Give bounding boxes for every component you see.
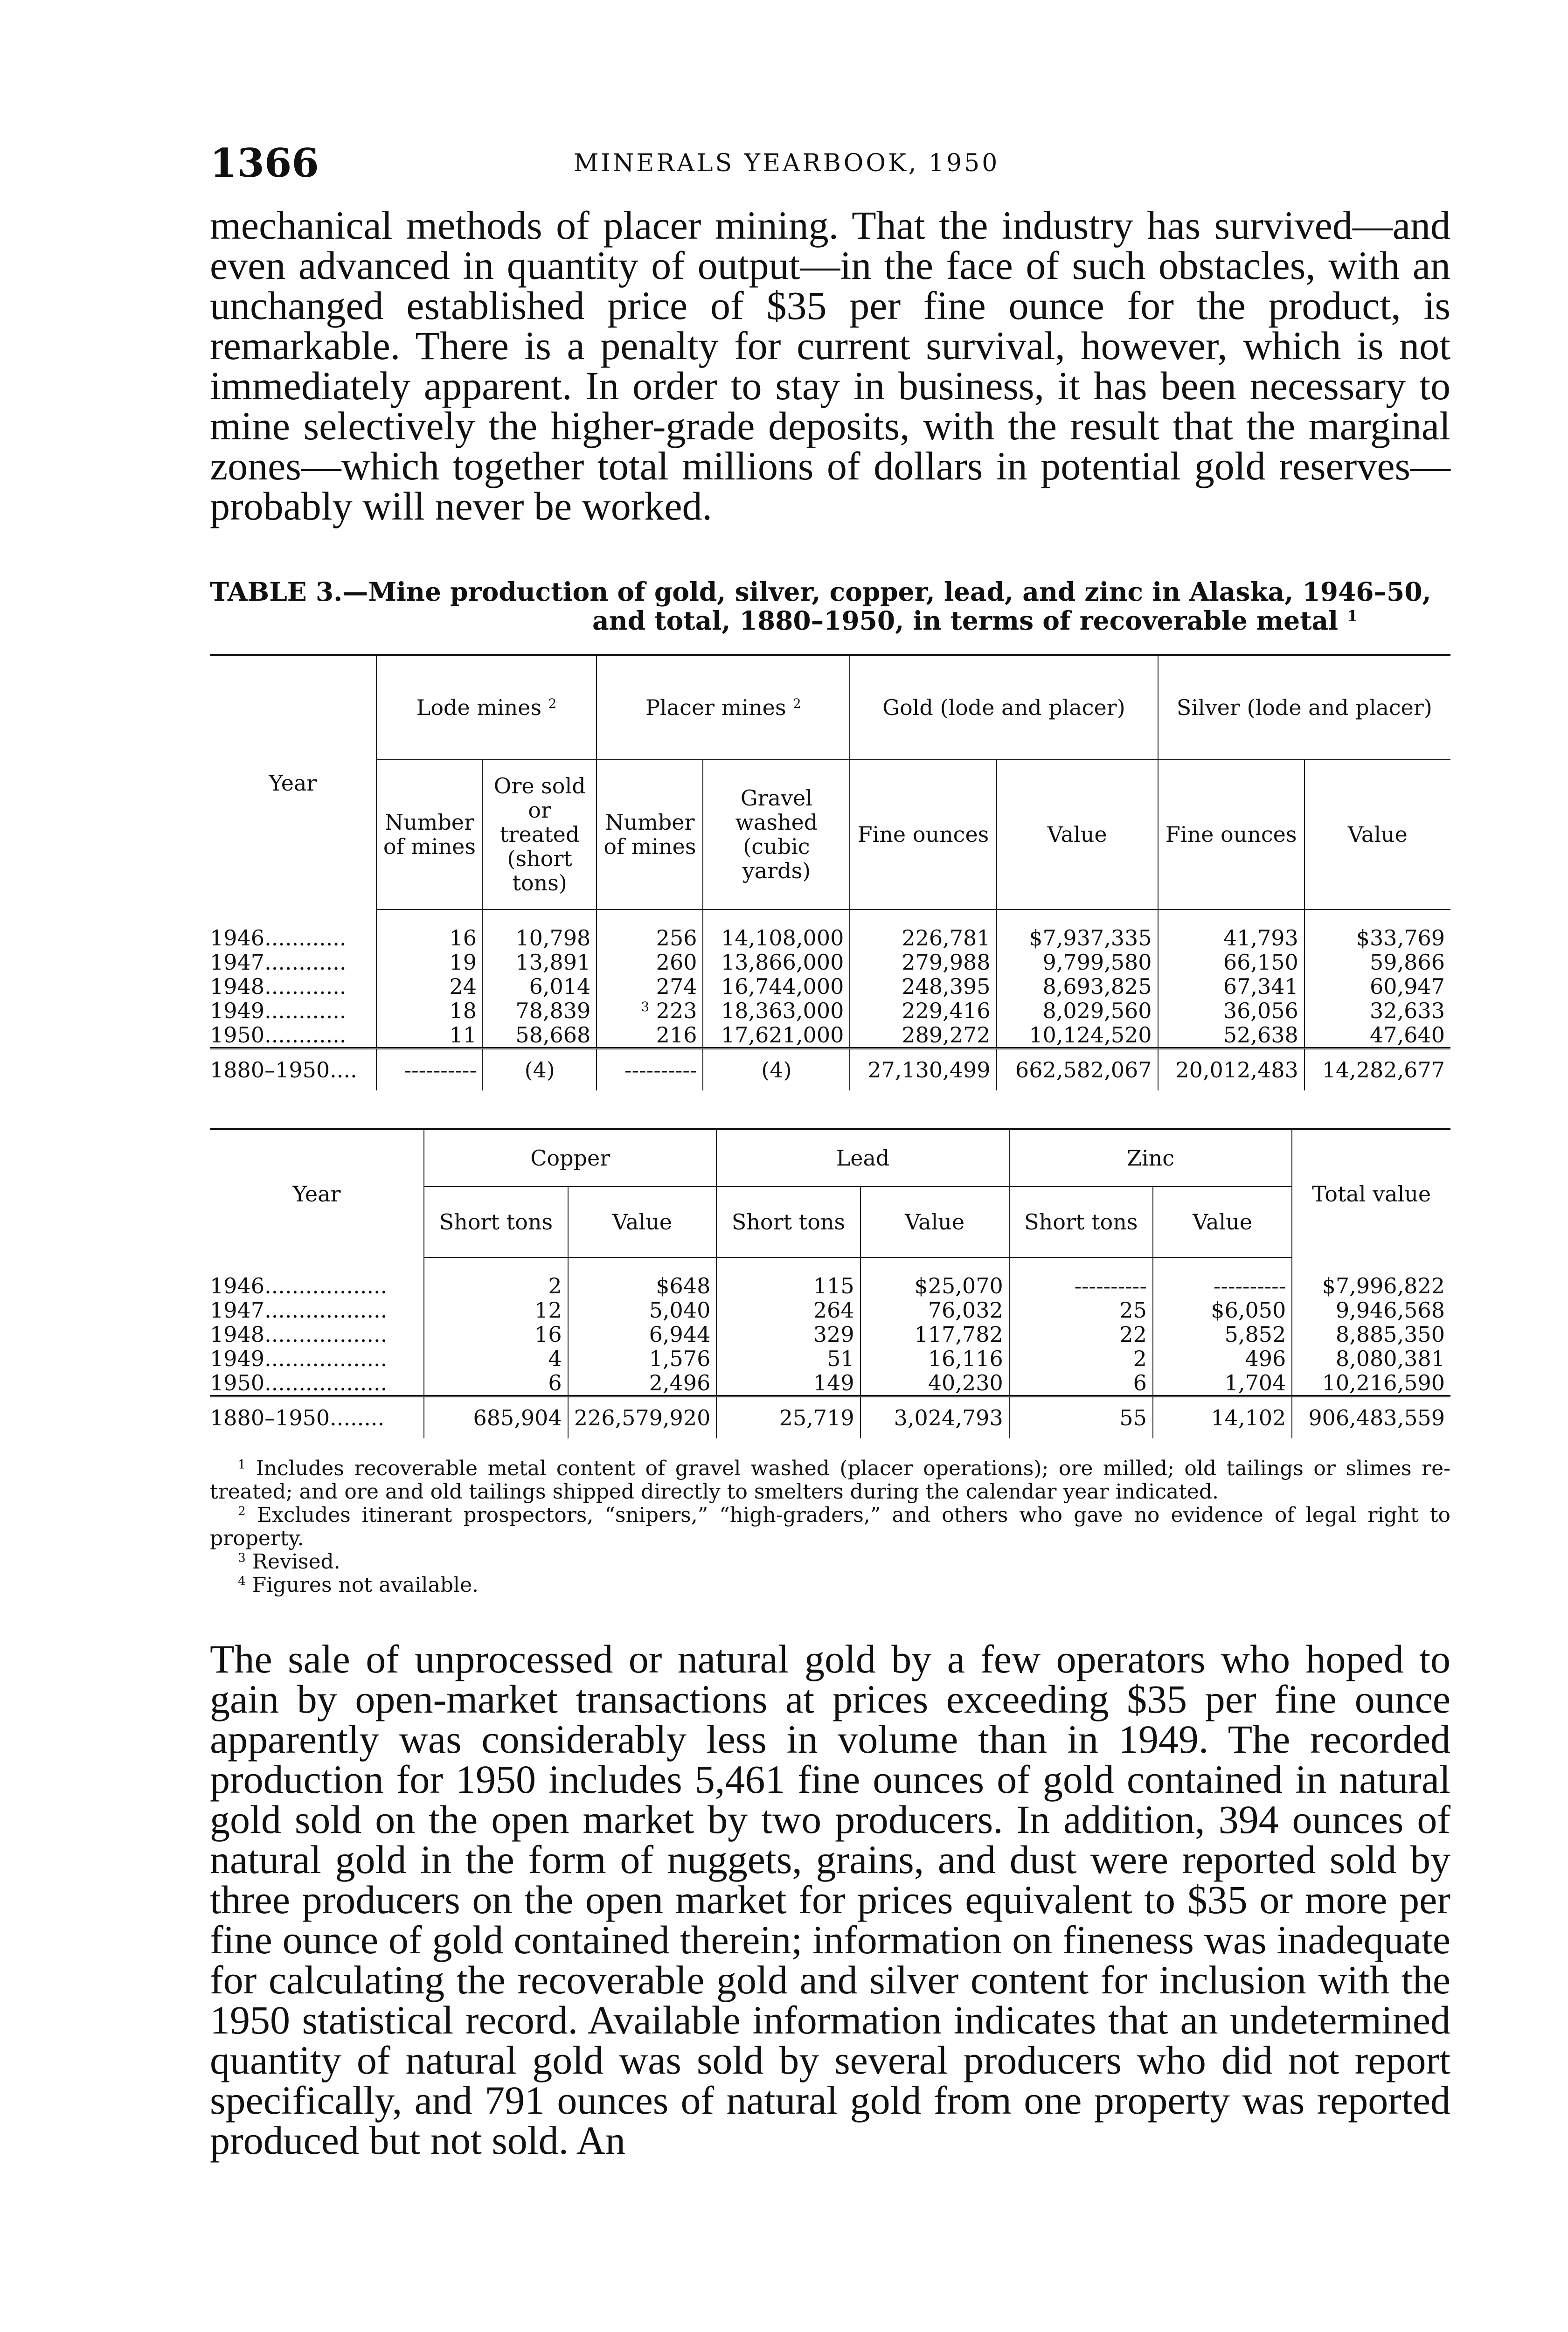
cell-copper-value: 5,040 <box>568 1298 717 1322</box>
col-group-lode: Lode mines $^2$ <box>376 655 597 760</box>
cell-silver-value: 32,633 <box>1304 999 1450 1023</box>
total-gold-value: 662,582,067 <box>997 1048 1158 1091</box>
page-number: 1366 <box>210 140 319 186</box>
col-group-gold: Gold (lode and placer) <box>850 655 1158 760</box>
table-row <box>210 974 1450 999</box>
col-zinc-value: Value <box>1153 1187 1292 1257</box>
cell-zinc-tons: 25 <box>1009 1298 1153 1322</box>
total-copper-value: 226,579,920 <box>568 1396 717 1439</box>
cell-silver-oz: 52,638 <box>1158 1023 1304 1048</box>
cell-gold-oz: 229,416 <box>850 999 996 1023</box>
col-lode-ore: Ore sold or treated (short tons) <box>483 759 597 909</box>
total-total-value: 906,483,559 <box>1292 1396 1450 1439</box>
col-group-zinc: Zinc <box>1009 1129 1292 1187</box>
col-group-silver: Silver (lode and placer) <box>1158 655 1450 760</box>
table-gold-silver <box>210 654 1450 1090</box>
cell-copper-value: 2,496 <box>568 1371 717 1396</box>
paragraph-2: The sale of unprocessed or natural gold by a few operators who hoped to gain by open-market transactions at prices exceeding $35 per fine ounce apparently was considerably less in volume than in 1949. The recorded production for 1950 includes 5,461 fine ounces of gold contained in natural gold sold on the open market by two producers. In addition, 394 ounces of natural gold in the form of nuggets, grains, and dust were reported sold by three producers on the open market for prices equivalent to $35 or more per fine ounce of gold contained therein; information on fineness was inadequate for calculating the recoverable gold and silver content for inclusion with the 1950 statistical record. Available information indicates that an undetermined quantity of natural gold was sold by several producers who did not report specifically, and 791 ounces of natural gold from one property was reported produced but not sold. An <box>210 1637 1450 2163</box>
cell-placer-mines: 260 <box>597 950 703 974</box>
cell-silver-oz: 36,056 <box>1158 999 1304 1023</box>
total-silver-value: 14,282,677 <box>1304 1048 1450 1091</box>
running-title: MINERALS YEARBOOK, 1950 <box>574 149 1000 177</box>
cell-ore: 10,798 <box>483 926 597 950</box>
col-lead-tons: Short tons <box>716 1187 860 1257</box>
cell-total-value: 9,946,568 <box>1292 1298 1450 1322</box>
row-year: 1946............ <box>210 925 347 951</box>
row-year: 1948.................. <box>210 1322 388 1347</box>
total-zinc-value: 14,102 <box>1153 1396 1292 1439</box>
col-year-2: Year <box>210 1129 424 1258</box>
row-year: 1946.................. <box>210 1273 388 1298</box>
total-ore: (4) <box>483 1048 597 1091</box>
row-year: 1950............ <box>210 1023 376 1048</box>
cell-total-value: 8,080,381 <box>1292 1346 1450 1371</box>
table-row <box>210 1023 1450 1048</box>
cell-gold-value: 10,124,520 <box>997 1023 1158 1048</box>
cell-silver-value: 59,866 <box>1304 950 1450 974</box>
cell-gravel: 16,744,000 <box>703 974 850 999</box>
cell-lead-tons: 51 <box>716 1346 860 1371</box>
cell-gold-value: 8,693,825 <box>997 974 1158 999</box>
total-year: 1880–1950........ <box>210 1396 424 1439</box>
col-placer-gravel: Gravel washed (cubic yards) <box>703 759 850 909</box>
col-silver-fine: Fine ounces <box>1158 759 1304 909</box>
cell-zinc-value: ---------- <box>1153 1274 1292 1298</box>
paragraph-1: mechanical methods of placer mining. That the industry has survived—and even advanced in quantity of output—in the face of such obstacles, with an unchanged established price of $35 per fine ounce for the product, is remarkable. There is a penalty for current survival, however, which is not immediately apparent. In order to stay in business, it has been necessary to mine selectively the higher-grade deposits, with the result that the marginal zones—which together total millions of dollars in potential gold reserves—probably will never be worked. <box>210 203 1450 528</box>
col-copper-value: Value <box>568 1187 717 1257</box>
col-placer-number: Number of mines <box>597 759 703 909</box>
col-group-placer: Placer mines $^2$ <box>597 655 850 760</box>
cell-gravel: 13,866,000 <box>703 950 850 974</box>
cell-lode-mines: 18 <box>376 999 483 1023</box>
total-lead-tons: 25,719 <box>716 1396 860 1439</box>
cell-total-value: 8,885,350 <box>1292 1322 1450 1346</box>
col-group-copper: Copper <box>424 1129 716 1187</box>
col-zinc-tons: Short tons <box>1009 1187 1153 1257</box>
col-lode-number: Number of mines <box>376 759 483 909</box>
cell-ore: 6,014 <box>483 974 597 999</box>
table-caption <box>210 577 1450 635</box>
col-group-lead: Lead <box>716 1129 1009 1187</box>
total-placer-mines: ---------- <box>597 1048 703 1091</box>
table-row <box>210 1274 1450 1298</box>
cell-silver-value: 60,947 <box>1304 974 1450 999</box>
cell-zinc-value: 496 <box>1153 1346 1292 1371</box>
cell-gold-oz: 279,988 <box>850 950 996 974</box>
cell-lode-mines: 16 <box>376 926 483 950</box>
total-gravel: (4) <box>703 1048 850 1091</box>
table-row <box>210 1371 1450 1396</box>
cell-gravel: 18,363,000 <box>703 999 850 1023</box>
cell-gold-value: 8,029,560 <box>997 999 1158 1023</box>
table-row <box>210 950 1450 974</box>
row-year: 1947.................. <box>210 1298 388 1323</box>
cell-silver-value: 47,640 <box>1304 1023 1450 1048</box>
row-year: 1949.................. <box>210 1346 388 1371</box>
cell-gold-oz: 248,395 <box>850 974 996 999</box>
cell-zinc-tons: 22 <box>1009 1322 1153 1346</box>
footnote-1: $^1$ Includes recoverable metal content of gravel washed (placer operations); ore milled; old tailings or slimes re-treated; and ore and old tailings shipped directly to smelters during the calendar year indicated. <box>210 1457 1450 1504</box>
cell-lode-mines: 19 <box>376 950 483 974</box>
cell-ore: 13,891 <box>483 950 597 974</box>
cell-silver-oz: 67,341 <box>1158 974 1304 999</box>
cell-copper-tons: 12 <box>424 1298 568 1322</box>
cell-zinc-value: 1,704 <box>1153 1371 1292 1396</box>
cell-lead-value: 76,032 <box>860 1298 1009 1322</box>
table-total-row <box>210 1048 1450 1091</box>
cell-total-value: $7,996,822 <box>1292 1274 1450 1298</box>
cell-lead-value: $25,070 <box>860 1274 1009 1298</box>
cell-lead-tons: 329 <box>716 1322 860 1346</box>
table-row <box>210 1346 1450 1371</box>
col-year: Year <box>210 655 376 910</box>
total-copper-tons: 685,904 <box>424 1396 568 1439</box>
cell-zinc-tons: 6 <box>1009 1371 1153 1396</box>
cell-copper-tons: 16 <box>424 1322 568 1346</box>
cell-copper-value: $648 <box>568 1274 717 1298</box>
cell-lead-tons: 149 <box>716 1371 860 1396</box>
footnote-2: $^2$ Excludes itinerant prospectors, “snipers,” “high-graders,” and others who gave no evidence of legal right to property. <box>210 1503 1450 1550</box>
col-gold-fine: Fine ounces <box>850 759 996 909</box>
cell-silver-value: $33,769 <box>1304 926 1450 950</box>
col-gold-value: Value <box>997 759 1158 909</box>
cell-silver-oz: 66,150 <box>1158 950 1304 974</box>
cell-copper-value: 6,944 <box>568 1322 717 1346</box>
row-year: 1949............ <box>210 998 347 1023</box>
cell-lead-value: 40,230 <box>860 1371 1009 1396</box>
table-row <box>210 1298 1450 1322</box>
cell-gold-oz: 289,272 <box>850 1023 996 1048</box>
row-year: 1950.................. <box>210 1371 424 1396</box>
cell-silver-oz: 41,793 <box>1158 926 1304 950</box>
cell-lead-tons: 264 <box>716 1298 860 1322</box>
table-copper-lead-zinc <box>210 1128 1450 1438</box>
cell-gold-value: 9,799,580 <box>997 950 1158 974</box>
cell-copper-tons: 6 <box>424 1371 568 1396</box>
cell-zinc-tons: 2 <box>1009 1346 1153 1371</box>
col-silver-value: Value <box>1304 759 1450 909</box>
table-title: —Mine production of gold, silver, copper, lead, and zinc in Alaska, 1946–50, and total, 1880–1950, in terms of recoverable metal <box>342 576 1431 636</box>
cell-gravel: 17,621,000 <box>703 1023 850 1048</box>
table-row <box>210 1322 1450 1346</box>
cell-lead-value: 117,782 <box>860 1322 1009 1346</box>
cell-copper-tons: 4 <box>424 1346 568 1371</box>
cell-copper-tons: 2 <box>424 1274 568 1298</box>
page-header <box>210 140 1450 191</box>
cell-ore: 58,668 <box>483 1023 597 1048</box>
col-total-value: Total value <box>1292 1129 1450 1258</box>
cell-lead-value: 16,116 <box>860 1346 1009 1371</box>
footnote-4: $^4$ Figures not available. <box>238 1573 479 1597</box>
cell-lead-tons: 115 <box>716 1274 860 1298</box>
cell-placer-mines: 216 <box>597 1023 703 1048</box>
table-caption-note-ref: 1 <box>1347 606 1358 625</box>
col-lead-value: Value <box>860 1187 1009 1257</box>
cell-placer-mines: 256 <box>597 926 703 950</box>
total-lode-mines: ---------- <box>376 1048 483 1091</box>
cell-placer-mines: 274 <box>597 974 703 999</box>
table-row <box>210 926 1450 950</box>
page <box>210 140 1450 2163</box>
footnote-3: $^3$ Revised. <box>238 1550 340 1574</box>
row-year: 1947............ <box>210 950 347 975</box>
col-copper-tons: Short tons <box>424 1187 568 1257</box>
cell-gold-value: $7,937,335 <box>997 926 1158 950</box>
cell-zinc-tons: ---------- <box>1009 1274 1153 1298</box>
cell-gold-oz: 226,781 <box>850 926 996 950</box>
total-gold-oz: 27,130,499 <box>850 1048 996 1091</box>
cell-gravel: 14,108,000 <box>703 926 850 950</box>
footnotes <box>210 1457 1450 1597</box>
cell-copper-value: 1,576 <box>568 1346 717 1371</box>
cell-zinc-value: $6,050 <box>1153 1298 1292 1322</box>
table-total-row <box>210 1396 1450 1439</box>
total-zinc-tons: 55 <box>1009 1396 1153 1439</box>
row-year: 1948............ <box>210 974 347 999</box>
cell-zinc-value: 5,852 <box>1153 1322 1292 1346</box>
cell-lode-mines: 24 <box>376 974 483 999</box>
table-label: TABLE 3. <box>210 576 343 607</box>
cell-ore: 78,839 <box>483 999 597 1023</box>
total-lead-value: 3,024,793 <box>860 1396 1009 1439</box>
cell-total-value: 10,216,590 <box>1292 1371 1450 1396</box>
total-year: 1880–1950.... <box>210 1048 376 1091</box>
total-silver-oz: 20,012,483 <box>1158 1048 1304 1091</box>
cell-lode-mines: 11 <box>376 1023 483 1048</box>
table-row <box>210 999 1450 1023</box>
cell-placer-mines: $^3$ 223 <box>597 999 703 1023</box>
